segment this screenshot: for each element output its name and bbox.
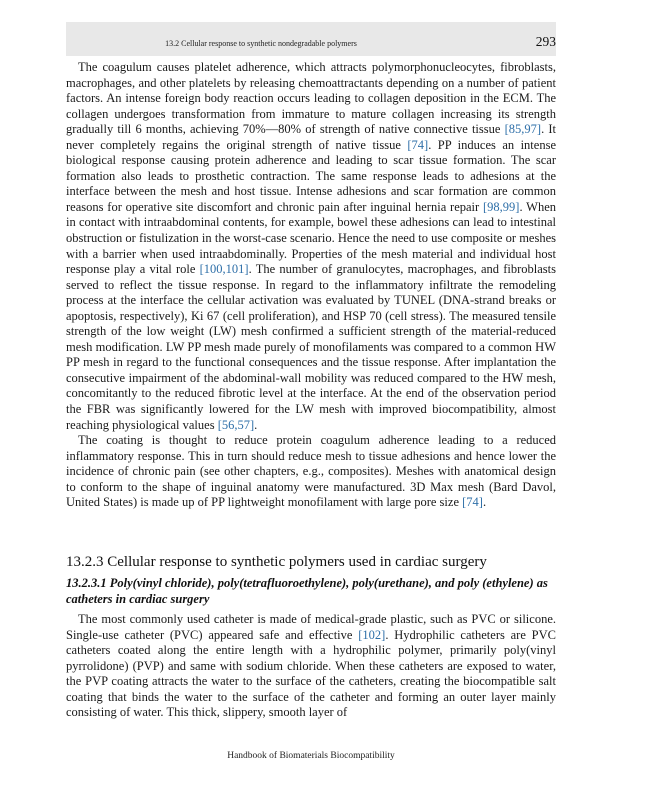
subsection-heading: 13.2.3.1 Poly(vinyl chloride), poly(tetrafluoroethylene), poly(urethane), and poly (ethylene) as catheters in cardiac surgery [66, 576, 548, 606]
main-text [66, 60, 556, 511]
section-heading: 13.2.3 Cellular response to synthetic polymers used in cardiac surgery [66, 554, 487, 570]
paragraph [66, 60, 556, 433]
text-run: . [254, 417, 258, 432]
running-title: 13.2 Cellular response to synthetic nondegradable polymers [165, 39, 357, 48]
citation-link[interactable]: [102] [358, 627, 386, 642]
citation-link[interactable]: [85,97] [504, 122, 542, 137]
text-run: The coating is thought to reduce protein coagulum adherence leading to a reduced inflammatory response. This in turn should reduce mesh to tissue adhesions and hence lower the incidence of chronic pain (see other chapters, e.g., composites). Meshes with anatomical design to conform to the shape of inguinal anatomy were manufactured. 3D Max mesh (Bard Davol, United States) is made up of PP lightweight monofilament with large pore size [66, 433, 556, 510]
page-number: 293 [535, 34, 556, 49]
text-run: . [482, 495, 487, 510]
text-run: . Hydrophilic catheters are PVC catheters coated along the entire length with a hydrophilic polymer, primarily poly(vinyl pyrrolidone) (PVP) and same with sodium chloride. When these catheters are exposed to water, the PVP coating attracts the water to the surface of the catheters, creating the biocompatible salt coating that binds the water to the surface of the catheter and forming an outer layer mainly consisting of water. This thick, slippery, smooth layer of [66, 627, 556, 720]
paragraph [66, 433, 556, 511]
text-run: . The number of granulocytes, macrophages, and fibroblasts served to reflect the tissue response. In regard to the inflammatory infiltrate the remodeling process at the interface the cellular activation was evaluated by TUNEL (DNA-strand breaks or apoptosis, respectively), Ki 67 (cell proliferation), and HSP 70 (cell stress). The measured tensile strength of the low weight (LW) mesh confirmed a sufficient strength of the material-reduced mesh modification. LW PP mesh made purely of monofilaments was compared to a common HW PP mesh in regard to the functional consequences and the tissue response. After implantation the consecutive impairment of the abdominal-wall mobility was reduced compared to the HW mesh, concomitantly to the reduced fibrotic level at the interface. At the end of the observation period the FBR was significantly lowered for the LW mesh with improved biocompatibility, almost reaching physiological values [66, 262, 556, 432]
paragraph [66, 612, 556, 721]
text-run: . It never completely regains the original strength of native tissue [66, 122, 557, 152]
citation-link[interactable]: [74] [462, 495, 483, 510]
citation-link[interactable]: [74] [407, 137, 429, 152]
text-run: The most commonly used catheter is made of medical-grade plastic, such as PVC or silicone. Single-use catheter (PVC) appeared safe and effective [66, 612, 556, 642]
citation-link[interactable]: [100,101] [199, 262, 249, 277]
text-run: The coagulum causes platelet adherence, which attracts polymorphonucleocytes, fibroblasts, macrophages, and other platelets by releasing chemoattractants depending on a number of patient factors. An intense foreign body reaction occurs leading to collagen deposition in the ECM. The collagen undergoes transformation from immature to mature collagen increasing its strength gradually till 6 months, achieving 70%—80% of strength of native connective tissue [66, 60, 556, 137]
text-run: . PP induces an intense biological response causing protein adherence and leading to scar tissue formation. The scar formation also leads to prosthetic contraction. The same response leads to adhesions at the interface between the mesh and host tissue. Intense adhesions and scar formation are common reasons for operative site discomfort and chronic pain after inguinal hernia repair [66, 137, 556, 214]
footer-book-title: Handbook of Biomaterials Biocompatibility [227, 751, 395, 761]
section-text [66, 612, 556, 721]
citation-link[interactable]: [56,57] [217, 417, 255, 432]
text-run: . When in contact with intraabdominal contents, for example, bowel these adhesions can lead to intestinal obstruction or fistulization in the worst-case scenario. Hence the need to use composite or meshes with a barrier when used intraabdominally. Properties of the mesh material and individual host response play a vital role [66, 199, 557, 277]
citation-link[interactable]: [98,99] [483, 199, 520, 214]
